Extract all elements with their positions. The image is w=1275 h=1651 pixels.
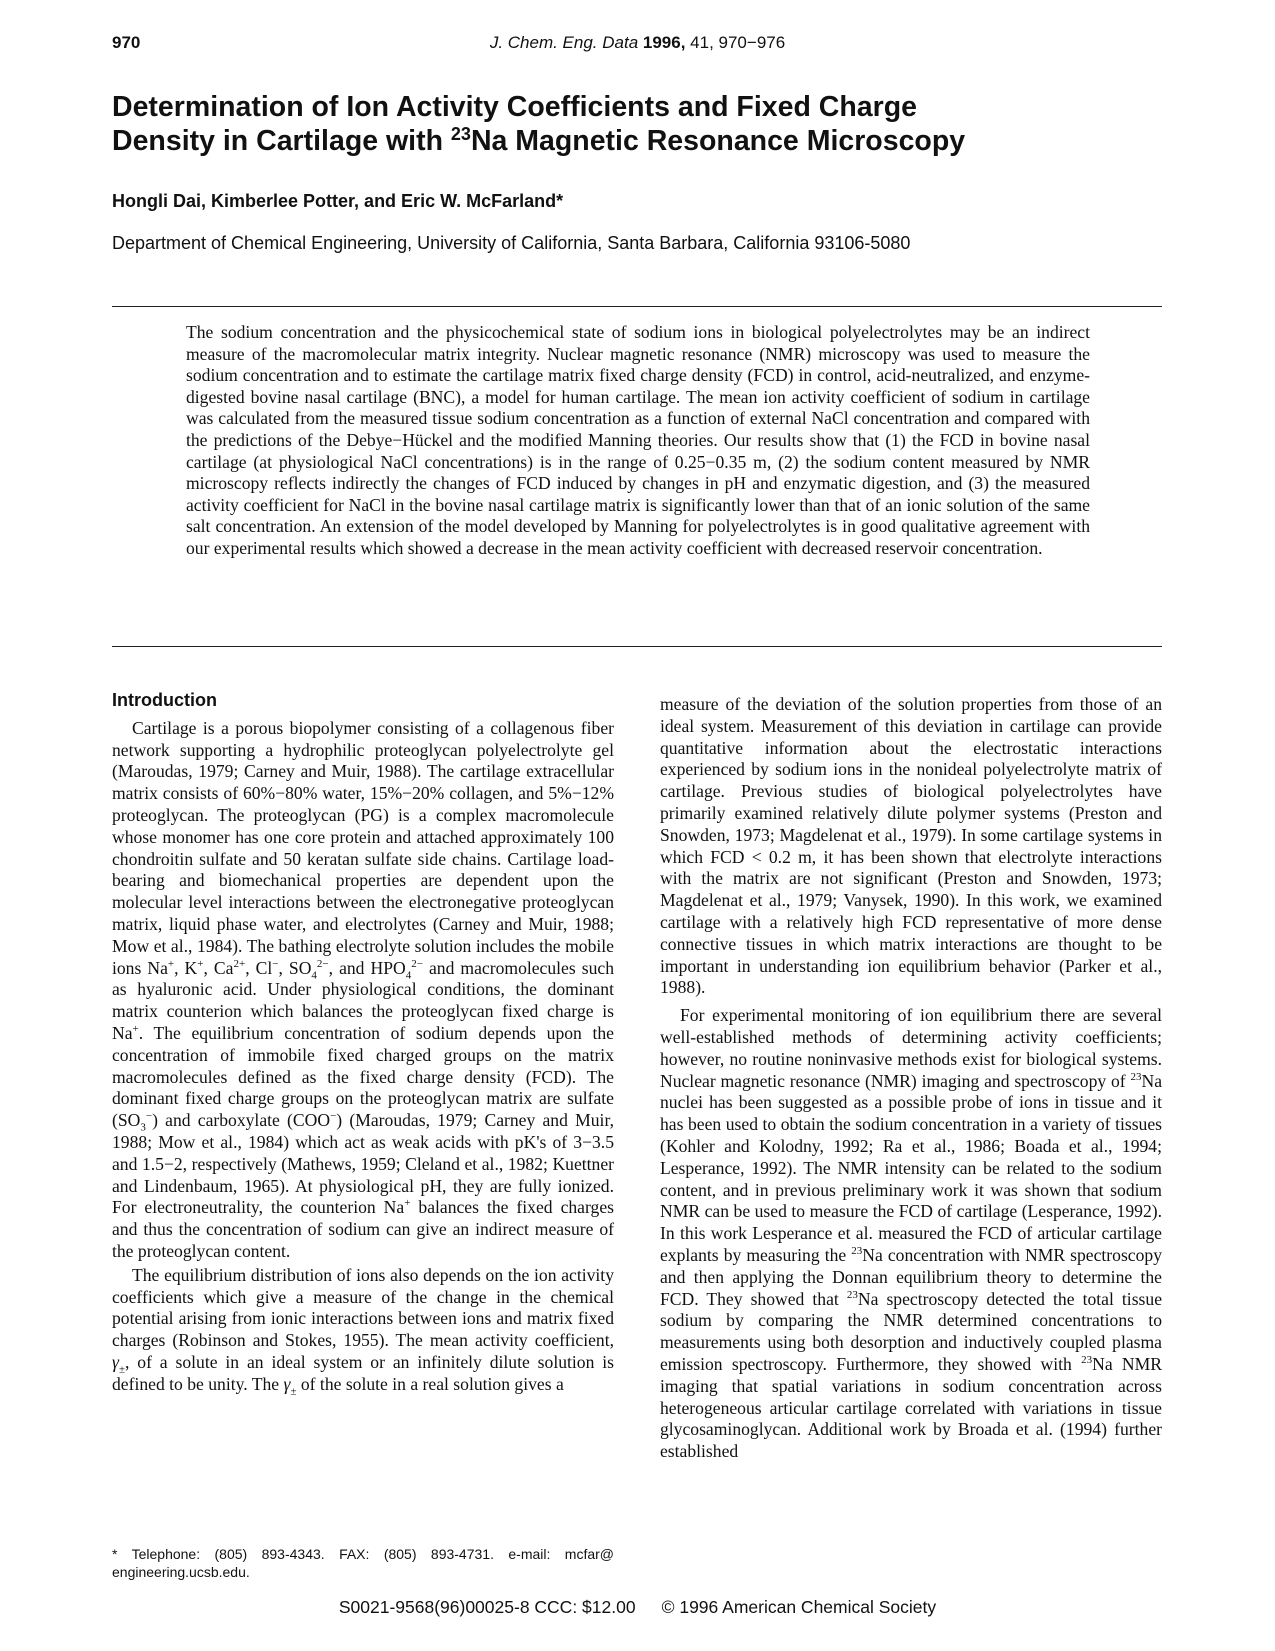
affiliation: Department of Chemical Engineering, University of California, Santa Barbara, California 93106-5080: [112, 233, 911, 253]
journal-year: 1996,: [642, 33, 686, 52]
intro-paragraph-continued: measure of the deviation of the solution properties from those of an ideal system. Measurement of this deviation in cartilage can provide quantitative information about the electrostatic interactions experienced by sodium ions in the nonideal polyelectrolyte matrix of cartilage. Previous studies of biological polyelectrolytes have primarily examined relatively dilute polymer systems (Preston and Snowden, 1973; Magdelenat et al., 1979). In some cartilage systems in which FCD < 0.2 m, it has been shown that electrolyte interactions with the matrix are not significant (Preston and Snowden, 1973; Magdelenat et al., 1979; Vanysek, 1990). In this work, we examined cartilage with a relatively high FCD representative of more dense connective tissues in which matrix interactions are thought to be important in understanding ion equilibrium behavior (Parker et al., 1988).: [660, 694, 1162, 998]
intro-paragraph-2: The equilibrium distribution of ions also depends on the ion activity coefficients which give a measure of the change in the chemical potential arising from ionic interactions between ions and matrix fixed charges (Robinson and Stokes, 1955). The mean activity coefficient, $\gamma_\pm$, of a solute in an ideal system or an infinitely dilute solution is defined to be unity. The $\gamma_\pm$ of the solute in a real solution gives a: [112, 1264, 614, 1398]
isotope-mass: 23: [450, 124, 471, 144]
title-line-2-start: Density in Cartilage with: [112, 125, 451, 157]
journal-name: J. Chem. Eng. Data: [489, 33, 639, 52]
intro-paragraph-1: Cartilage is a porous biopolymer consisting of a collagenous fiber network supporting a hydrophilic proteoglycan polyelectrolyte gel (Maroudas, 1979; Carney and Muir, 1988). The cartilage extracellular matrix consists of 60%−80% water, 15%−20% collagen, and 5%−12% proteoglycan. The proteoglycan (PG) is a complex macromolecule whose monomer has one core protein and attached approximately 100 chondroitin sulfate and 50 keratan sulfate side chains. Cartilage load-bearing and biomechanical properties are dependent upon the molecular level interactions between the electronegative proteoglycan matrix, liquid phase water, and electrolytes (Carney and Muir, 1988; Mow et al., 1984). The bathing electrolyte solution includes the mobile ions Na+, K+, $Ca^{2+}$, Cl−, $SO_4^{2-}$, and $HPO_4^{2-}$ and macromolecules such as hyaluronic acid. Under physiological conditions, the dominant matrix counterion which balances the proteoglycan fixed charge is Na+. The equilibrium concentration of sodium depends upon the concentration of immobile fixed charged groups on the matrix macromolecules defined as the fixed charge density (FCD). The dominant fixed charge groups on the proteoglycan matrix are sulfate $(SO_3^-)$ and carboxylate (COO−) (Maroudas, 1979; Carney and Muir, 1988; Mow et al., 1984) which act as weak acids with pK's of 3−3.5 and 1.5−2, respectively (Mathews, 1959; Cleland et al., 1982; Kuettner and Lindenbaum, 1965). At physiological pH, they are fully ionized. For electroneutrality, the counterion Na+ balances the fixed charges and thus the concentration of sodium can give an indirect measure of the proteoglycan content.: [112, 717, 614, 1261]
copyright: © 1996 American Chemical Society: [661, 1597, 937, 1617]
section-heading-introduction: Introduction: [112, 690, 217, 710]
article-title: [112, 90, 1172, 158]
right-column: [660, 694, 1162, 1463]
article-code: S0021-9568(96)00025-8 CCC: $12.00: [338, 1597, 636, 1617]
abstract: The sodium concentration and the physicochemical state of sodium ions in biological polyelectrolytes may be an indirect measure of the macromolecular matrix integrity. Nuclear magnetic resonance (NMR) microscopy was used to measure the sodium concentration and to estimate the cartilage matrix fixed charge density (FCD) in control, acid-neutralized, and enzyme-digested bovine nasal cartilage (BNC), a model for human cartilage. The mean ion activity coefficient of sodium in cartilage was calculated from the measured tissue sodium concentration as a function of external NaCl concentration and compared with the predictions of the Debye−Hückel and the modified Manning theories. Our results show that (1) the FCD in bovine nasal cartilage (at physiological NaCl concentrations) is in the range of 0.25−0.35 m, (2) the sodium content measured by NMR microscopy reflects indirectly the changes of FCD induced by changes in pH and enzymatic digestion, and (3) the measured activity coefficient for NaCl in the bovine nasal cartilage matrix is significantly lower than that of an ionic solution of the same salt concentration. An extension of the model developed by Manning for polyelectrolytes is in good qualitative agreement with our experimental results which showed a decrease in the mean activity coefficient with decreased reservoir concentration.: [186, 322, 1090, 558]
title-line-2-end: Na Magnetic Resonance Microscopy: [470, 125, 966, 157]
title-line-1: Determination of Ion Activity Coefficients and Fixed Charge: [112, 91, 917, 123]
abstract-bottom-rule: [112, 646, 1162, 647]
running-head: [0, 33, 1275, 53]
author-footnote: * Telephone: (805) 893-4343. FAX: (805) 893-4731. e-mail: mcfar@ engineering.ucsb.edu.: [112, 1546, 614, 1580]
author-list: Hongli Dai, Kimberlee Potter, and Eric W. McFarland*: [112, 191, 564, 211]
page-footer: [0, 1597, 1275, 1618]
left-column: [112, 690, 614, 1396]
intro-paragraph-3: For experimental monitoring of ion equilibrium there are several well-established methods of determining activity coefficients; however, no routine noninvasive methods exist for biological systems. Nuclear magnetic resonance (NMR) imaging and spectroscopy of $^{23}$Na nuclei has been suggested as a possible probe of ions in tissue and it has been used to obtain the sodium concentration in a variety of tissues (Kohler and Kolodny, 1992; Ra et al., 1986; Boada et al., 1994; Lesperance, 1992). The NMR intensity can be related to the sodium content, and in previous preliminary work it was shown that sodium NMR can be used to measure the FCD of cartilage (Lesperance, 1992). In this work Lesperance et al. measured the FCD of articular cartilage explants by measuring the $^{23}$Na concentration with NMR spectroscopy and then applying the Donnan equilibrium theory to determine the FCD. They showed that $^{23}$Na spectroscopy detected the total tissue sodium by comparing the NMR determined concentrations to measurements using both desorption and inductively coupled plasma emission spectroscopy. Furthermore, they showed with $^{23}$Na NMR imaging that spatial variations in sodium concentration across heterogeneous articular cartilage correlated with variations in tissue glycosaminoglycan. Additional work by Broada et al. (1994) further established: [660, 1005, 1163, 1462]
abstract-top-rule: [112, 306, 1162, 307]
page-number: 970: [112, 33, 141, 52]
volume-pages: 41, 970−976: [690, 33, 786, 52]
